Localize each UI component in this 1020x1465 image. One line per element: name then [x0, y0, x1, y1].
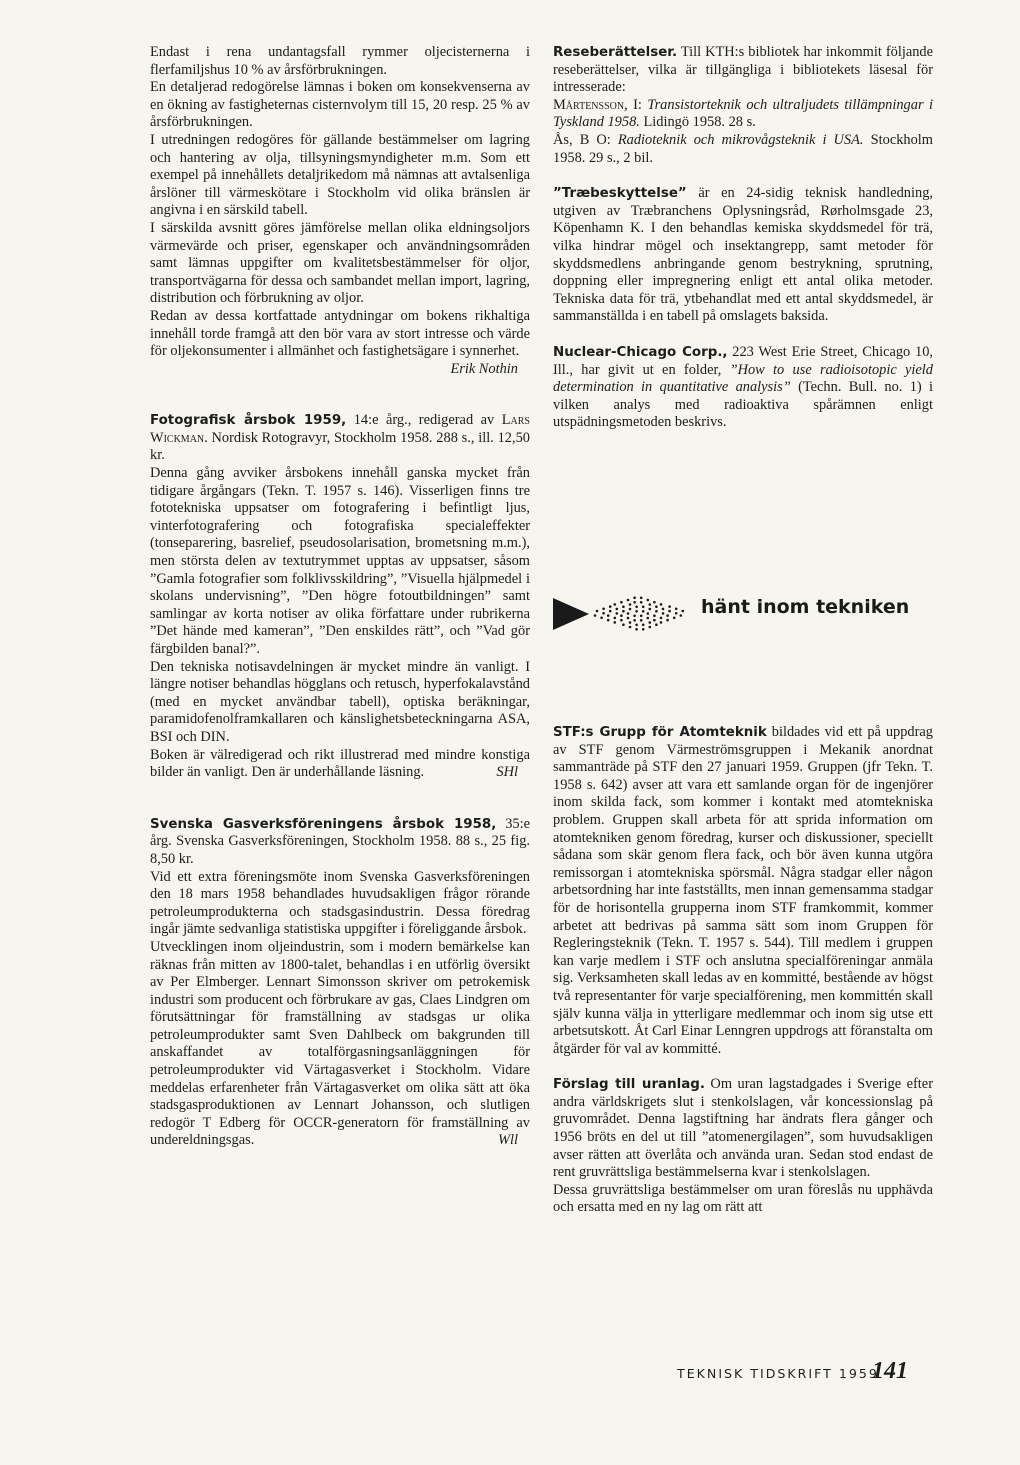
decor-dot [655, 610, 658, 613]
decor-dot [609, 605, 612, 608]
paragraph: Vid ett extra föreningsmöte inom Svenska Gasverksföreningen den 18 mars 1958 behandlades huvudsakligen frågor rörande petroleumprodukterna och stadsgasindustrin. Dessa föredrag ingår jämte sedvanliga statistiska uppgifter i föreliggande årsbok. [150, 868, 530, 938]
decor-dot [627, 612, 630, 615]
decor-dot [640, 615, 643, 618]
decor-dot [655, 623, 658, 626]
decor-dot [660, 603, 663, 606]
decor-dot [629, 621, 632, 624]
decor-dot [673, 617, 676, 620]
decor-dot [642, 628, 645, 631]
right-column-lower [553, 724, 933, 1217]
decor-dot [640, 597, 643, 600]
paragraph: Dessa gruvrättsliga bestämmelser om uran föreslås nu upphävda och ersatta med en ny lag om rätt att [553, 1181, 933, 1216]
decor-dot [653, 619, 656, 622]
trae-notice: ”Træbeskyttelse” är en 24-sidig teknisk handledning, utgiven av Træbranchens Oplysningsråd, Rørholmsgade 23, Köpenhamn K. I den behandlas kemiska skyddsmedel för trä, vilka hindrar mögel och insektangrepp, samt metoder för skyddsmedlens anbringande genom bestrykning, sprutning, doppning eller impregnering enligt ett antal olika metoder. Tekniska data för trä, ytbehandlat med ett antal skyddsmedel, är sammanställda i en tabell på omslagets baksida. [553, 185, 933, 325]
decor-dot [629, 626, 632, 629]
foto-review [150, 412, 530, 781]
decor-dot [635, 628, 638, 631]
decor-dot [660, 621, 663, 624]
decor-dot [627, 599, 630, 602]
decor-dot [647, 617, 650, 620]
paragraph: Endast i rena undantagsfall rymmer oljecisternerna i flerfamiljshus 10 % av årsförbrukningen. [150, 44, 530, 78]
review-heading: Svenska Gasverksföreningens årsbok 1958, 35:e årg. Svenska Gasverksföreningen, Stockholm 1958. 88 s., 25 fig. 8,50 kr. [150, 815, 530, 867]
right-column-upper [553, 44, 933, 432]
decor-dot [607, 619, 610, 622]
left-column [150, 44, 530, 1150]
decor-dot [642, 610, 645, 613]
paragraph: I särskilda avsnitt göres jämförelse mellan olika eldningsoljors värmevärde och priser, egenskaper och användningsområden samt lämnas uppgifter om kvalitetsbestämmelser för oljor, transportvägarna för dessa och sambandet mellan import, lagring, distribution och förbrukning av oljor. [150, 219, 530, 307]
reference-item: Ås, B O: Radioteknik och mikrovågsteknik i USA. Stockholm 1958. 29 s., 2 bil. [553, 131, 933, 166]
decor-dot [600, 617, 603, 620]
decor-dot [629, 608, 632, 611]
decor-dot [675, 612, 678, 615]
review-heading: Fotografisk årsbok 1959, 14:e årg., redigerad av Lars Wickman. Nordisk Rotogravyr, Stockholm 1958. 288 s., ill. 12,50 kr. [150, 412, 530, 464]
paragraph: Denna gång avviker årsbokens innehåll ganska mycket från tidigare årgångars (Tekn. T. 1957 s. 146). Visserligen finns tre fototekniska uppsatser om fotografering i befintligt ljus, vinterfotografering och fotografiska specialeffekter (tonseparering, basrelief, pseudosolarisation, brometsning m.m.), men största delen av textutrymmet upptas av uppsatser, såsom ”Gamla fotografier som folklivsskildring”, ”Visuella hjälpmedel i skolans undervisning”, ”Den högre fotoutbildningen” samt samlingar av korta notiser av olika författare under rubrikerna ”Det hände med kameran”, ”Den enskildes rätt”, och ”Vad gör färgbilden banal?”. [150, 465, 530, 657]
decor-dot [660, 617, 663, 620]
decor-dot [622, 610, 625, 613]
decor-dot [662, 608, 665, 611]
decor-dot [594, 614, 597, 617]
paragraph: En detaljerad redogörelse lämnas i boken om konsekvenserna av en ökning av fastigheternas cisternvolym till 15, 20 resp. 25 % av årsförbrukningen. [150, 79, 530, 131]
review-signature: Erik Nothin [450, 360, 518, 377]
decor-dot [649, 608, 652, 611]
decor-dot [633, 615, 636, 618]
paragraph: Utvecklingen inom oljeindustrin, som i modern bemärkelse kan räknas från mitten av 1800-talet, behandlas i en utförlig översikt av Per Elmberger. Lennart Simonsson skriver om petrokemisk industri som producent och förbrukare av gas, Claes Lindgren om förutsättningar för framställning av stadsgas ur olika petroleumprodukter samt Sven Dahlbeck om bakgrunden till anskaffandet av totalförgasningsanläggningen för petroleumprodukter vid Värtagasverket i Stockholm. Vidare meddelas erfarenheter från Värtagasverket om olika sätt att öka stadsgasproduktionen av Lennart Johansson, och slutligen redogör T Edberg för OCCR-generatorn för framställning av undereldningsgas. Wll [150, 938, 530, 1149]
decor-dot [620, 619, 623, 622]
decor-dot [680, 614, 683, 617]
decor-dot [653, 601, 656, 604]
decor-dot [616, 612, 619, 615]
decor-dot [620, 601, 623, 604]
decor-dot [642, 606, 645, 609]
decor-dot [635, 624, 638, 627]
page-number: 141 [872, 1358, 908, 1384]
notice-title: Nuclear-Chicago Corp., [553, 344, 728, 360]
review-signature: SHl [496, 764, 518, 781]
decor-dot [655, 605, 658, 608]
decor-dot [629, 603, 632, 606]
notice-title: Förslag till uranlag. [553, 1077, 705, 1093]
decor-dot [666, 614, 669, 617]
decor-dot [635, 606, 638, 609]
decor-dot [602, 608, 605, 611]
decor-dot [620, 614, 623, 617]
stf-notice: STF:s Grupp för Atomteknik bildades vid ett på uppdrag av STF genom Värmeströmsgruppen i Mekanik anordnat sammanträde på STF den 27 januari 1959. Gruppen (jfr Tekn. T. 1958 s. 642) avser att vara ett samlande organ för de ingenjörer inom skilda fack, som kommer i kontakt med atomtekniska problem. Gruppen skall arbeta för att sprida information om atomtekniken genom föredrag, kurser och diskussioner, speciellt sådana som skär genom flera fack, och bör även kunna utgöra remissorgan i atomtekniska spörsmål. Några stadgar eller någon arbetsordning har inte fastställts, men innan gemensamma stadgar för de horisontella grupperna inom STF framkommit, kommer arbetet att bedrivas på samma sätt som inom Gruppen för Regleringsteknik (Tekn. T. 1957 s. 544). Till medlem i gruppen kan varje medlem i STF och anslutna specialföreningar anmäla sig. Verksamheten skall ledas av en kommitté, bestående av högst två representanter för varje specialförening, men kommittén skall själv kunna välja in ytterligare medlemmar och inom sig utse ett arbetsutskott. Åt Carl Einar Lenngren uppdrogs att föranstalta om åtgärder för val av kommitté. [553, 724, 933, 1057]
decor-dot [649, 621, 652, 624]
rese-notice: Reseberättelser. Till KTH:s bibliotek har inkommit följande reseberättelser, vilka är tillgängliga i bibliotekets läsesal för intresserade: Mårtensson, I: Transistorteknik och ultraljudets tillämpningar i Tyskland 1958. Lidingö 1958. 28 s. Ås, B O: Radioteknik och mikrovågsteknik i USA. Stockholm 1958. 29 s., 2 bil. [553, 44, 933, 166]
decor-dot [627, 617, 630, 620]
decor-dot [675, 608, 678, 611]
arrow-dots-icon [553, 586, 693, 646]
decor-dot [647, 599, 650, 602]
editor-name: Lars Wickman [150, 412, 530, 446]
nuclear-notice: Nuclear-Chicago Corp., 223 West Erie Street, Chicago 10, Ill., har givit ut en folder, ”How to use radioisotopic yield determination in quantitative analysis” (Techn. Bull. no. 1) i vilken analys med radioaktiva spårämnen enligt utspädningsmetoden beskrivs. [553, 343, 934, 431]
paragraph: Den tekniska notisavdelningen är mycket mindre än vanligt. I längre notiser behandlas högglans och retusch, hyperfokalavstånd (med en mycket användbar tabell), optiska beräkningar, paramidofenolframkallaren och känslighetsbeteckningarna ASA, BSI och DIN. [150, 658, 530, 745]
decor-dot [614, 621, 617, 624]
decor-dot [653, 614, 656, 617]
decor-dot [633, 601, 636, 604]
decor-dot [662, 612, 665, 615]
reference-item: Mårtensson, I: Transistorteknik och ultraljudets tillämpningar i Tyskland 1958. Lidingö 1958. 28 s. [553, 96, 933, 131]
section-banner [553, 586, 933, 646]
decor-dot [640, 601, 643, 604]
review-signature: Wll [498, 1132, 518, 1149]
decor-dot [668, 605, 671, 608]
decor-dot [622, 605, 625, 608]
paragraph: Redan av dessa kortfattade antydningar om bokens rikhaltiga innehåll torde framgå att den bör vara av stort intresse och värde för oljekonsumenter i allmänhet och fastighetsägare i synnerhet. [150, 307, 530, 360]
notice-title: ”Træbeskyttelse” [553, 186, 687, 202]
paragraph: Boken är välredigerad och rikt illustrerad med mindre konstiga bilder än vanligt. Den är underhållande läsning. SHl [150, 746, 530, 781]
oil-review-continuation [150, 44, 530, 378]
decor-dot [682, 610, 685, 613]
review-title: Svenska Gasverksföreningens årsbok 1958, [150, 816, 497, 832]
section-title: hänt inom tekniken [701, 596, 910, 618]
journal-footer: TEKNISK TIDSKRIFT 1959 [677, 1366, 879, 1381]
decor-dot [609, 610, 612, 613]
decor-dot [622, 623, 625, 626]
decor-dot [635, 610, 638, 613]
decor-dot [649, 603, 652, 606]
decor-dot [633, 597, 636, 600]
decor-dot [647, 612, 650, 615]
decor-dot [616, 608, 619, 611]
decor-dot [607, 614, 610, 617]
decor-dot [640, 619, 643, 622]
paragraph: I utredningen redogöres för gällande bestämmelser om lagring och hantering av olja, tillsyningsmyndigheter m.m. Som ett exempel på innehållets detaljrikedom må nämnas att avtalsenliga årslöner till värmeskötare i Stockholm vid olika bränslen är angivna i en särskild tabell. [150, 131, 530, 219]
decor-dot [614, 603, 617, 606]
decor-dot [596, 610, 599, 613]
decor-dot [614, 617, 617, 620]
decor-dot [633, 619, 636, 622]
decor-dot [649, 626, 652, 629]
decor-dot [642, 624, 645, 627]
notice-title: Reseberättelser. [553, 45, 678, 60]
notice-title: STF:s Grupp för Atomteknik [553, 725, 767, 740]
decor-dot [668, 610, 671, 613]
decor-dot [666, 619, 669, 622]
gas-review [150, 816, 530, 1150]
decor-dot [602, 612, 605, 615]
uran-notice: Förslag till uranlag. Om uran lagstadgades i Sverige efter andra världskrigets slut i stenkolslagen, vår koncessionslag på gruvområdet. Denna lagstiftning har ändrats flera gånger och 1956 bröts en del ut till ”atomenergilagen”, som huvudsakligen avser rätten att överlåta och använda uran. Sedan stod endast de rent gruvrättsliga bestämmelserna kvar i stenkolslagen. Dessa gruvrättsliga bestämmelser om uran föreslås nu upphävda och ersatta med en ny lag om rätt att [553, 1076, 933, 1216]
review-title: Fotografisk årsbok 1959, [150, 413, 347, 429]
